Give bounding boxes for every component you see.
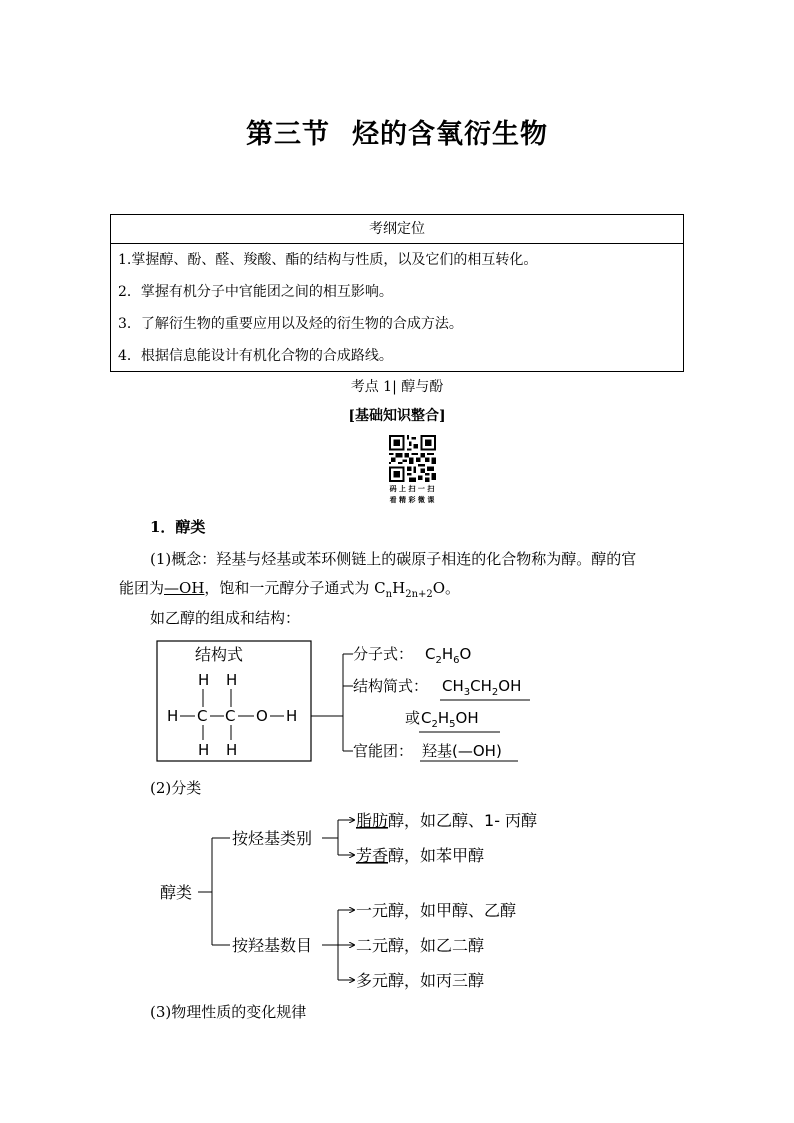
functional-group-answer: —OH	[164, 579, 205, 597]
structure-box-label: 结构式	[195, 645, 244, 664]
syllabus-item-3: 3．了解衍生物的重要应用以及烃的衍生物的合成方法。	[118, 316, 463, 332]
title-topic: 烃的含氧衍生物	[352, 119, 548, 150]
tree-leaf-aliphatic: 脂肪醇，如乙醇、1- 丙醇	[356, 811, 538, 830]
svg-text:H: H	[198, 741, 210, 759]
tree-branch-hydroxyl: 按羟基数目	[232, 936, 313, 955]
tree-root: 醇类	[160, 883, 193, 902]
title-section-number: 第三节	[246, 119, 330, 150]
page-title	[0, 112, 794, 151]
molecular-formula: $C_2H_6O$	[425, 645, 472, 666]
tree-branch-hydrocarbon: 按烃基类别	[232, 829, 313, 848]
svg-text:H: H	[226, 671, 238, 689]
structural-simple-label: 结构简式：	[353, 677, 429, 695]
molecular-formula-label: 分子式：	[353, 645, 414, 663]
concept-line-2: 能团为—OH，饱和一元醇分子通式为 $C_nH_{2n+2}O$。	[119, 579, 461, 600]
structural-formula	[167, 671, 297, 759]
syllabus-box	[110, 214, 684, 372]
svg-text:H: H	[167, 707, 179, 725]
tree-leaf-monohydric: 一元醇，如甲醇、乙醇	[356, 901, 517, 920]
svg-text:O: O	[256, 707, 268, 725]
qr-code-icon[interactable]	[389, 435, 436, 482]
svg-text:C: C	[197, 707, 208, 725]
functional-group-label: 官能团：	[353, 742, 414, 760]
diagram-bracket	[311, 654, 353, 751]
svg-text:C: C	[225, 707, 236, 725]
ethanol-intro: 如乙醇的组成和结构：	[150, 609, 301, 627]
alcohol-classification-tree	[150, 805, 550, 997]
physical-properties-heading: (3)物理性质的变化规律	[150, 1003, 307, 1021]
functional-group-value: 羟基(—OH)	[422, 742, 502, 760]
tree-leaf-polyhydric: 多元醇，如丙三醇	[356, 971, 485, 990]
syllabus-item-2: 2．掌握有机分子中官能团之间的相互影响。	[118, 284, 393, 300]
syllabus-header: 考纲定位	[111, 215, 683, 244]
heading-alcohols: 1．醇类	[150, 518, 206, 536]
svg-text:H: H	[226, 741, 238, 759]
basics-heading: [基础知识整合]	[348, 408, 446, 424]
structural-simple-formula-1: $CH_3CH_2OH$	[442, 677, 522, 698]
syllabus-item-1: 1.掌握醇、酚、醛、羧酸、酯的结构与性质，以及它们的相互转化。	[118, 252, 538, 268]
svg-text:H: H	[198, 671, 210, 689]
structural-simple-formula-2: $C_2H_5OH$	[421, 709, 479, 730]
classification-heading: (2)分类	[150, 779, 202, 797]
qr-caption-2: 看 精 彩 微 课	[389, 495, 435, 504]
tree-leaf-dihydric: 二元醇，如乙二醇	[356, 936, 485, 955]
kaodian-heading: 考点 1| 醇与酚	[350, 379, 444, 395]
ethanol-structure-diagram	[150, 636, 540, 766]
syllabus-item-4: 4．根据信息能设计有机化合物的合成路线。	[118, 348, 393, 364]
tree-leaf-aromatic: 芳香醇，如苯甲醇	[356, 846, 485, 865]
structural-simple-prefix: 或	[405, 709, 421, 727]
svg-text:H: H	[286, 707, 298, 725]
concept-line-1: (1)概念：羟基与烃基或苯环侧链上的碳原子相连的化合物称为醇。醇的官	[150, 550, 637, 568]
qr-caption-1: 码 上 扫 一 扫	[389, 484, 435, 493]
